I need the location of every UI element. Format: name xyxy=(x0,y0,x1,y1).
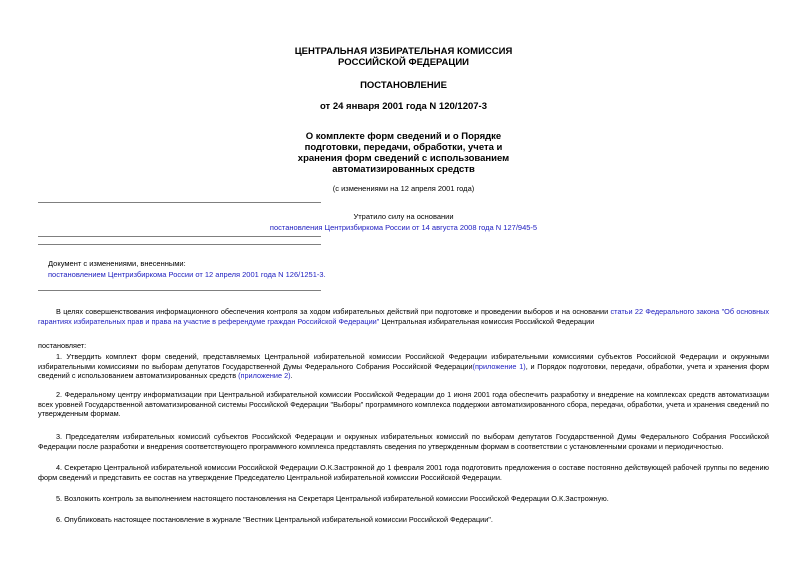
clause-3 xyxy=(38,432,769,451)
lost-force-link[interactable]: постановления Центризбиркома России от 14 августа 2008 года N 127/945-5 xyxy=(269,223,538,232)
preamble-text: В целях совершенствования информационного обеспечения контроля за ходом избирательных действий при подготовке и проведении выборов и на основании xyxy=(56,307,611,316)
clause-6-text: 6. Опубликовать настоящее постановление в журнале "Вестник Центральной избирательной комиссии Российской Федерации". xyxy=(56,515,493,524)
preamble-paragraph xyxy=(38,307,769,326)
divider xyxy=(38,202,321,203)
preamble-tail: Центральная избирательная комиссия Российской Федерации xyxy=(379,316,595,326)
divider xyxy=(38,236,321,237)
title-line: О комплекте форм сведений и о Порядке xyxy=(305,131,502,142)
clause-2 xyxy=(38,390,769,419)
clause-1 xyxy=(38,352,769,381)
clause-4-text: 4. Секретарю Центральной избирательной комиссии Российской Федерации О.К.Застрожной до 1 февраля 2001 года подготовить предложения о составе постоянно действующей рабочей группы по ведению форм сведений и представить ее состав на утверждение Председателю Центральной избирательной комиссии Российской Федерации. xyxy=(38,463,769,482)
authority-line-1: ЦЕНТРАЛЬНАЯ ИЗБИРАТЕЛЬНАЯ КОМИССИЯ xyxy=(294,46,513,57)
appendix-1-link[interactable]: (приложение 1) xyxy=(472,361,526,371)
issuing-authority xyxy=(0,46,807,68)
amending-documents xyxy=(48,258,326,280)
divider xyxy=(38,290,321,291)
document-type: ПОСТАНОВЛЕНИЕ xyxy=(360,80,447,91)
clause-5 xyxy=(38,494,769,504)
document-date-number: от 24 января 2001 года N 120/1207-3 xyxy=(319,101,487,112)
clause-1-text: 1. Утвердить комплект форм сведений, представляемых Центральной избирательной комиссии Российской Федерации избирательными комиссиями субъектов Российской Федерации и окружными избирательными комиссиями по выборам депутатов Государственной Думы Федерального Собрания Российской Федерации xyxy=(38,352,769,371)
amending-label: Документ с изменениями, внесенными: xyxy=(48,259,186,268)
amending-doc-link[interactable]: постановлением Центризбиркома России от 12 апреля 2001 года N 126/1251-3. xyxy=(48,270,326,279)
clause-5-text: 5. Возложить контроль за выполнением настоящего постановления на Секретаря Центральной избирательной комиссии Российской Федерации О.К.Застрожную. xyxy=(56,494,609,503)
lost-force-notice xyxy=(0,211,807,233)
clause-4 xyxy=(38,463,769,482)
appendix-2-link[interactable]: (приложение 2) xyxy=(238,371,291,380)
resolves-line: постановляет: xyxy=(38,341,87,350)
clause-1-mid: , и Порядок подготовки, передачи, обработки, учета и хранения форм сведений с использованием автоматизированных средств xyxy=(38,361,770,380)
lost-force-label: Утратило силу на основании xyxy=(353,212,454,221)
divider xyxy=(38,244,321,245)
clause-3-text: 3. Председателям избирательных комиссий субъектов Российской Федерации и окружных избирательных комиссий по выборам депутатов Государственной Думы Федерального Собрания Российской Федерации после разработки и внедрения соответствующего программного комплекса представлять сведения по утвержденным формам в соответствии с установленными сроками и периодичностью. xyxy=(38,432,769,451)
clause-1-end: . xyxy=(290,371,293,380)
amendment-note: (с изменениями на 12 апреля 2001 года) xyxy=(332,184,475,193)
title-line: подготовки, передачи, обработки, учета и xyxy=(304,142,503,153)
authority-line-2: РОССИЙСКОЙ ФЕДЕРАЦИИ xyxy=(337,57,469,68)
law-article-link[interactable]: статьи 22 Федерального закона "Об основных гарантиях избирательных прав и права на участие в референдуме граждан Российской Федерации" xyxy=(38,307,770,326)
clause-2-text: 2. Федеральному центру информатизации при Центральной избирательной комиссии Российской Федерации до 1 июня 2001 года обеспечить разработку и внедрение на комплексах средств автоматизации всех уровней Государственной автоматизированной системы Российской Федерации "Выборы" программного комплекса поддержки автоматизированного сбора, передачи, обработки, учета и хранения сведений по утвержденным формам. xyxy=(38,390,769,418)
clause-6 xyxy=(38,515,769,525)
title-line: хранения форм сведений с использованием xyxy=(297,153,510,164)
document-title xyxy=(0,131,807,175)
title-line: автоматизированных средств xyxy=(332,164,475,175)
